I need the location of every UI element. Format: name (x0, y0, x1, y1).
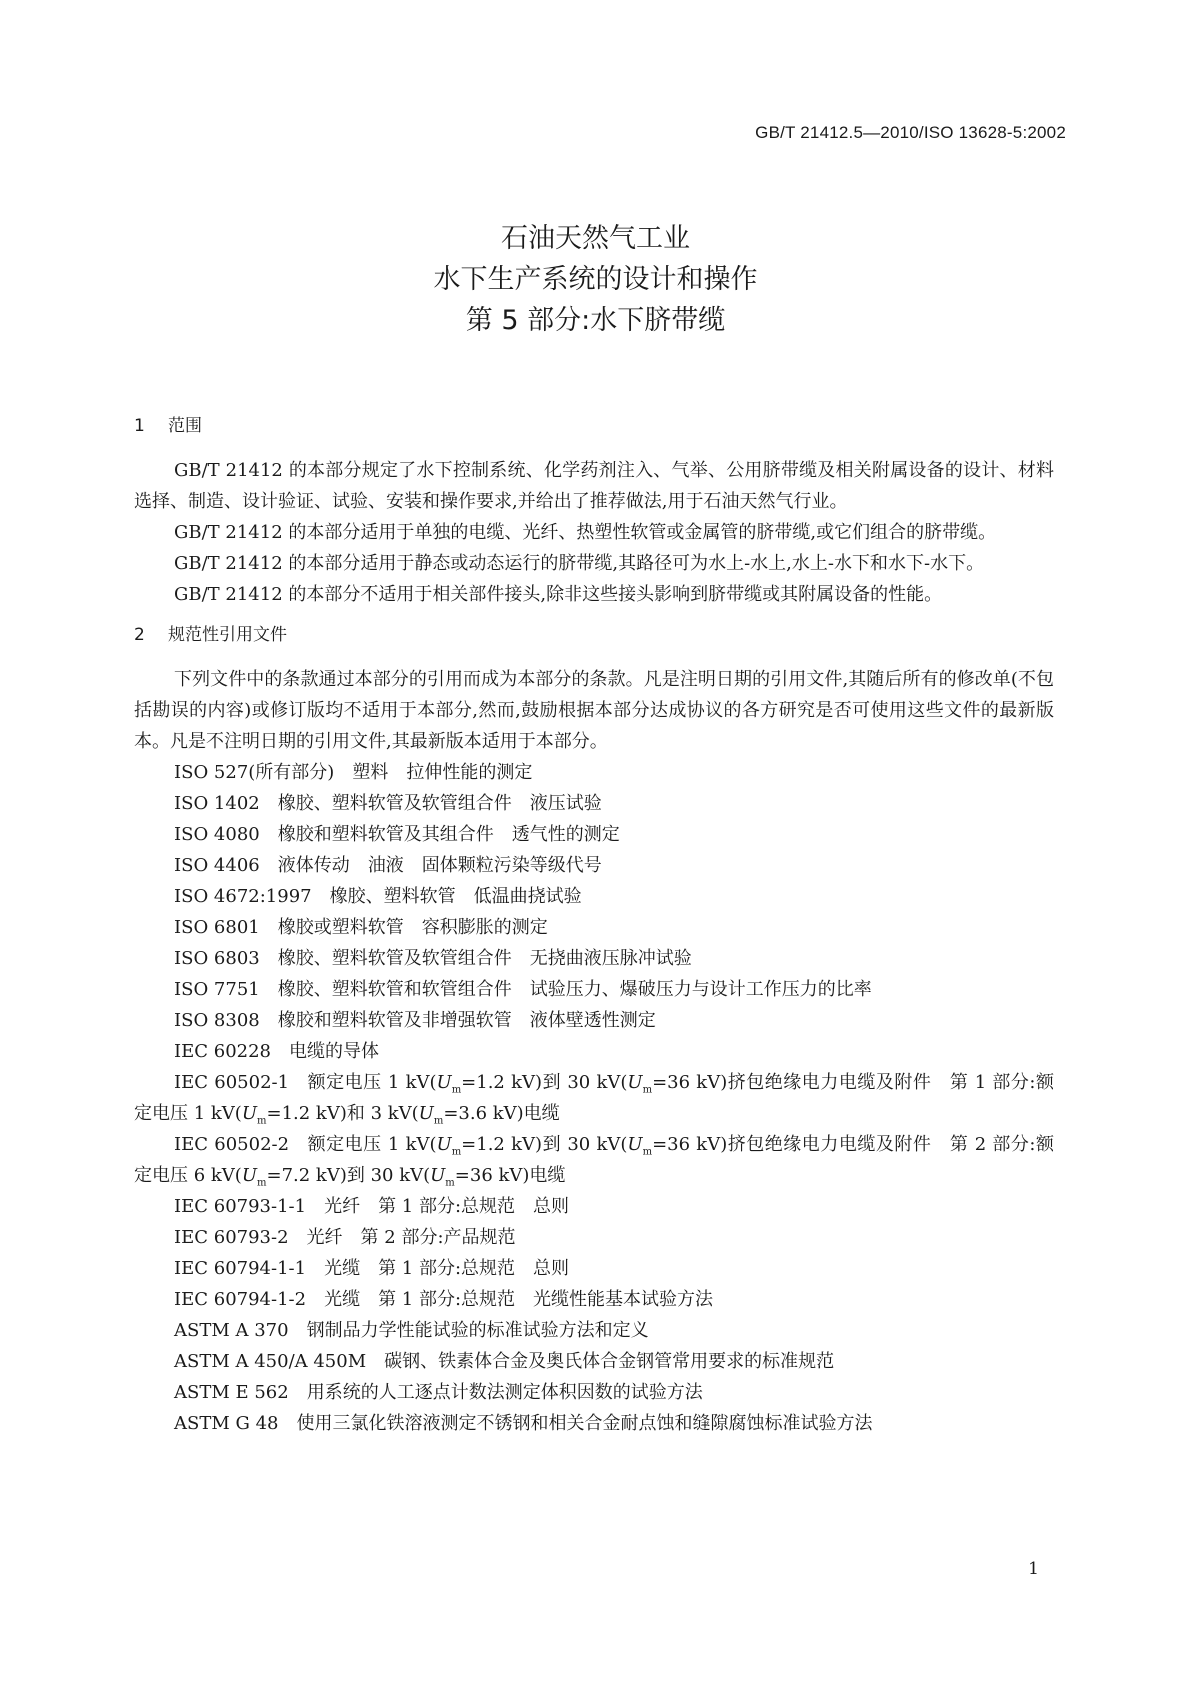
reference-text: =36 kV)挤包绝缘电力电缆及附件 第 1 部分:额定电压 1 kV( (134, 1072, 1054, 1124)
voltage-symbol: U (430, 1165, 446, 1186)
reference-title: 用系统的人工逐点计数法测定体积因数的试验方法 (306, 1382, 703, 1403)
reference-item (134, 788, 1054, 819)
voltage-symbol: U (241, 1165, 257, 1186)
reference-text: =1.2 kV)和 3 kV( (266, 1103, 419, 1124)
reference-item (134, 1377, 1054, 1408)
reference-code: ASTM A 370 (174, 1320, 289, 1341)
reference-text: =1.2 kV)到 30 kV( (461, 1134, 628, 1155)
reference-code: ISO 7751 (174, 979, 260, 1000)
title-line-2: 水下生产系统的设计和操作 (433, 264, 758, 295)
title-line-3: 第 5 部分:水下脐带缆 (465, 305, 726, 336)
reference-code: ISO 6803 (174, 948, 260, 969)
reference-code: ISO 4672:1997 (174, 886, 312, 907)
voltage-subscript: m (642, 1084, 653, 1096)
reference-title: 电缆的导体 (289, 1041, 380, 1062)
reference-item (134, 1408, 1054, 1439)
section-number: 2 (134, 625, 145, 645)
reference-title: 橡胶和塑料软管及其组合件 透气性的测定 (277, 824, 620, 845)
reference-item (134, 1005, 1054, 1036)
scope-paragraph: GB/T 21412 的本部分不适用于相关部件接头,除非这些接头影响到脐带缆或其附属设备的性能。 (174, 584, 943, 605)
reference-code: ISO 4080 (174, 824, 260, 845)
voltage-subscript: m (433, 1115, 444, 1127)
reference-title: 橡胶、塑料软管及软管组合件 无挠曲液压脉冲试验 (277, 948, 692, 969)
reference-code: ASTM E 562 (174, 1382, 289, 1403)
reference-title: 光缆 第 1 部分:总规范 总则 (324, 1258, 570, 1279)
reference-item (134, 850, 1054, 881)
reference-title: 光缆 第 1 部分:总规范 光缆性能基本试验方法 (324, 1289, 714, 1310)
reference-title: 塑料 拉伸性能的测定 (352, 762, 533, 783)
voltage-subscript: m (257, 1115, 267, 1127)
reference-item (134, 974, 1054, 1005)
reference-code: ISO 8308 (174, 1010, 260, 1031)
page-number: 1 (1028, 1559, 1039, 1579)
reference-item-iec-60502-2 (134, 1129, 1054, 1191)
reference-list (134, 757, 1054, 1439)
reference-title: 橡胶、塑料软管及软管组合件 液压试验 (277, 793, 602, 814)
voltage-subscript: m (451, 1146, 462, 1158)
reference-title: 使用三氯化铁溶液测定不锈钢和相关合金耐点蚀和缝隙腐蚀标准试验方法 (296, 1413, 873, 1434)
section-title: 规范性引用文件 (168, 625, 287, 645)
reference-code: ISO 1402 (174, 793, 260, 814)
reference-title: 光纤 第 2 部分:产品规范 (306, 1227, 516, 1248)
reference-title: 碳钢、铁素体合金及奥氏体合金钢管常用要求的标准规范 (384, 1351, 835, 1372)
reference-code: ASTM A 450/A 450M (174, 1351, 367, 1372)
reference-text: 额定电压 1 kV( (307, 1134, 437, 1155)
voltage-subscript: m (451, 1084, 462, 1096)
reference-code: IEC 60794-1-2 (174, 1289, 307, 1310)
voltage-symbol: U (436, 1134, 452, 1155)
reference-text: 额定电压 1 kV( (307, 1072, 437, 1093)
reference-text: =36 kV)挤包绝缘电力电缆及附件 第 2 部分:额定电压 6 kV( (134, 1134, 1054, 1186)
title-line-1: 石油天然气工业 (501, 223, 690, 254)
reference-item (134, 1346, 1054, 1377)
reference-code: ISO 527(所有部分) (174, 762, 335, 783)
reference-item (134, 819, 1054, 850)
section-heading-normative-references (134, 620, 1054, 651)
voltage-subscript: m (257, 1177, 267, 1189)
reference-text: =7.2 kV)到 30 kV( (266, 1165, 431, 1186)
reference-title: 橡胶、塑料软管 低温曲挠试验 (329, 886, 582, 907)
reference-code: IEC 60793-1-1 (174, 1196, 307, 1217)
voltage-symbol: U (418, 1103, 434, 1124)
voltage-subscript: m (445, 1177, 455, 1189)
reference-title: 橡胶或塑料软管 容积膨胀的测定 (277, 917, 548, 938)
reference-text: =3.6 kV)电缆 (443, 1103, 560, 1124)
reference-text: =1.2 kV)到 30 kV( (461, 1072, 628, 1093)
voltage-subscript: m (642, 1146, 653, 1158)
reference-code: ASTM G 48 (174, 1413, 279, 1434)
reference-item (134, 1222, 1054, 1253)
reference-code: IEC 60793-2 (174, 1227, 289, 1248)
reference-title: 钢制品力学性能试验的标准试验方法和定义 (306, 1320, 649, 1341)
reference-item (134, 943, 1054, 974)
reference-item (134, 912, 1054, 943)
document-body (134, 411, 1054, 1439)
voltage-symbol: U (436, 1072, 452, 1093)
reference-code: ISO 4406 (174, 855, 260, 876)
voltage-symbol: U (241, 1103, 257, 1124)
reference-item-iec-60502-1 (134, 1067, 1054, 1129)
reference-item (134, 1315, 1054, 1346)
voltage-symbol: U (627, 1072, 643, 1093)
reference-code: IEC 60794-1-1 (174, 1258, 307, 1279)
reference-code: ISO 6801 (174, 917, 260, 938)
voltage-symbol: U (627, 1134, 643, 1155)
standard-code: GB/T 21412.5—2010/ISO 13628-5:2002 (755, 123, 1066, 142)
scope-paragraph: GB/T 21412 的本部分适用于单独的电缆、光纤、热塑性软管或金属管的脐带缆,或它们组合的脐带缆。 (174, 522, 997, 543)
scope-paragraph: GB/T 21412 的本部分规定了水下控制系统、化学药剂注入、气举、公用脐带缆及相关附属设备的设计、材料选择、制造、设计验证、试验、安装和操作要求,并给出了推荐做法,用于石油天然气行业。 (134, 460, 1054, 512)
references-intro: 下列文件中的条款通过本部分的引用而成为本部分的条款。凡是注明日期的引用文件,其随后所有的修改单(不包括勘误的内容)或修订版均不适用于本部分,然而,鼓励根据本部分达成协议的各方研究是否可使用这些文件的最新版本。凡是不注明日期的引用文件,其最新版本适用于本部分。 (134, 669, 1054, 752)
document-title (0, 218, 1191, 341)
reference-title: 橡胶、塑料软管和软管组合件 试验压力、爆破压力与设计工作压力的比率 (277, 979, 872, 1000)
reference-text: =36 kV)电缆 (454, 1165, 566, 1186)
reference-title: 液体传动 油液 固体颗粒污染等级代号 (277, 855, 602, 876)
scope-paragraph: GB/T 21412 的本部分适用于静态或动态运行的脐带缆,其路径可为水上-水上,水上-水下和水下-水下。 (174, 553, 985, 574)
reference-item (134, 1036, 1054, 1067)
reference-title: 光纤 第 1 部分:总规范 总则 (324, 1196, 570, 1217)
reference-item (134, 1284, 1054, 1315)
section-heading-scope (134, 411, 1054, 442)
reference-code: IEC 60502-2 (174, 1134, 290, 1155)
section-number: 1 (134, 416, 145, 436)
reference-code: IEC 60228 (174, 1041, 272, 1062)
section-title: 范围 (168, 416, 202, 436)
reference-item (134, 1253, 1054, 1284)
reference-item (134, 881, 1054, 912)
reference-item (134, 1191, 1054, 1222)
reference-code: IEC 60502-1 (174, 1072, 290, 1093)
reference-title: 橡胶和塑料软管及非增强软管 液体壁透性测定 (277, 1010, 656, 1031)
reference-item (134, 757, 1054, 788)
